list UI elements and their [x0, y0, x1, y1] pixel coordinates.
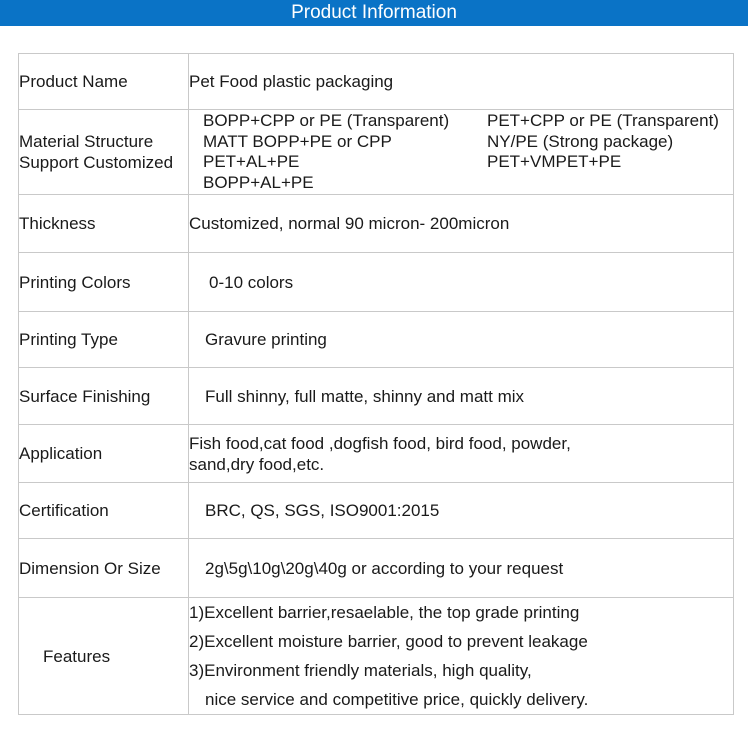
table-row-surface-finishing: [19, 368, 734, 425]
product-name-label: Product Name: [19, 54, 189, 110]
material-item: NY/PE (Strong package): [487, 131, 674, 151]
product-info-table: [18, 53, 734, 715]
printing-colors-label: Printing Colors: [19, 253, 189, 312]
surface-finishing-label: Surface Finishing: [19, 368, 189, 425]
table-row-printing-colors: [19, 253, 734, 312]
certification-value: BRC, QS, SGS, ISO9001:2015: [189, 483, 734, 539]
certification-label: Certification: [19, 483, 189, 539]
thickness-label: Thickness: [19, 195, 189, 253]
table-row-certification: [19, 483, 734, 539]
features-label: Features: [19, 598, 189, 715]
table-row-product-name: [19, 54, 734, 110]
material-item: BOPP+AL+PE: [203, 172, 314, 192]
printing-type-label: Printing Type: [19, 312, 189, 368]
table-row-application: [19, 425, 734, 483]
dimension-value: 2g\5g\10g\20g\40g or according to your request: [189, 539, 734, 598]
thickness-value: Customized, normal 90 micron- 200micron: [189, 195, 734, 253]
feature-item: 1)Excellent barrier,resaelable, the top grade printing: [189, 603, 580, 622]
section-header: [0, 0, 748, 26]
section-title: Product Information: [291, 2, 457, 23]
printing-type-value: Gravure printing: [189, 312, 734, 368]
application-line: sand,dry food,etc.: [189, 454, 325, 474]
application-label: Application: [19, 425, 189, 483]
material-item: MATT BOPP+PE or CPP: [203, 131, 392, 151]
feature-item: nice service and competitive price, quickly delivery.: [205, 690, 589, 709]
material-item: PET+AL+PE: [203, 152, 300, 171]
feature-item: 2)Excellent moisture barrier, good to prevent leakage: [189, 632, 588, 651]
table-row-thickness: [19, 195, 734, 253]
material-item: BOPP+CPP or PE (Transparent): [203, 111, 450, 130]
application-line: Fish food,cat food ,dogfish food, bird food, powder,: [189, 433, 571, 453]
dimension-label: Dimension Or Size: [19, 539, 189, 598]
material-structure-value: [189, 110, 734, 195]
application-value: [189, 425, 734, 483]
printing-colors-value: 0-10 colors: [189, 253, 734, 312]
material-label-line: Material Structure: [19, 132, 154, 151]
table-row-features: [19, 598, 734, 715]
material-label-line: Support Customized: [19, 153, 174, 172]
material-structure-label: [19, 110, 189, 195]
feature-item: 3)Environment friendly materials, high quality,: [189, 661, 532, 680]
material-item: PET+VMPET+PE: [487, 152, 622, 171]
material-list-left: [203, 111, 487, 193]
table-row-printing-type: [19, 312, 734, 368]
features-value: [189, 598, 734, 715]
table-row-dimension: [19, 539, 734, 598]
table-row-material-structure: [19, 110, 734, 195]
material-item: PET+CPP or PE (Transparent): [487, 111, 719, 130]
product-name-value: Pet Food plastic packaging: [189, 54, 734, 110]
surface-finishing-value: Full shinny, full matte, shinny and matt mix: [189, 368, 734, 425]
material-list-right: [487, 111, 719, 193]
